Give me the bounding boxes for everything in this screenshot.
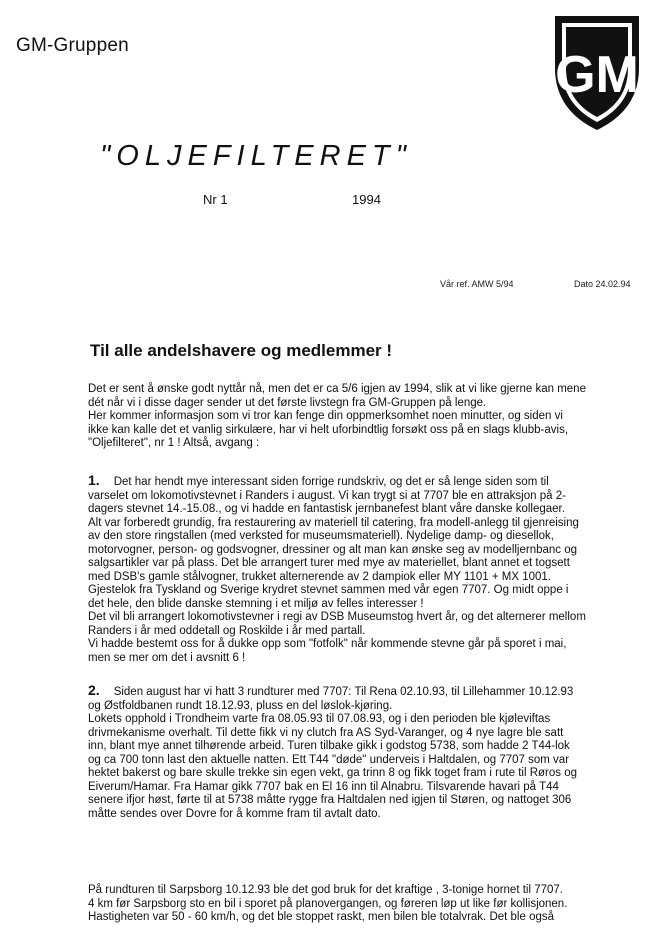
section-1-line: men se mer om det i avsnitt 6 ! — [88, 651, 246, 664]
section-2-line: drivmekanisme overhalt. Til dette fikk vi ny clutch fra AS Syd-Varanger, og 4 nye lagre ble satt — [88, 726, 564, 739]
section-3 — [88, 884, 648, 925]
newsletter-title: "OLJEFILTERET" — [100, 140, 412, 172]
section-2-line: senere ifjor høst, førte til at 5738 måtte rygge fra Haltdalen ned igjen til Støren, og nattoget 306 — [88, 794, 572, 806]
section-2-number: 2. — [88, 682, 100, 698]
section-1-line: Vi hadde bestemt oss for å dukke opp som "fotfolk" når kommende stevne går på sporet i mai, — [88, 638, 567, 650]
section-1-first-text: Det har hendt mye interessant siden forrige rundskriv, og det er så lenge siden som til — [113, 476, 549, 488]
section-2 — [88, 684, 648, 821]
intro-paragraph — [88, 383, 648, 451]
section-1 — [88, 474, 648, 665]
intro-line: ikke kan kalle det et vanlig sirkulære, har vi helt uforbindtlig forsøkt oss på en slags klubb-avis, — [88, 423, 569, 436]
section-1-line: Alt var forberedt grundig, fra restaurering av materiell til catering, fra modell-anlegg til gjenreising — [88, 516, 579, 529]
reference: Vår ref. AMW 5/94 — [440, 279, 514, 289]
section-1-line: salgsartikler var på plass. Det ble arrangert turer med mye av materiellet, blant annet et togsett — [88, 557, 570, 569]
section-2-first-line — [88, 684, 648, 700]
section-2-line: og ca 700 tonn last den aktuelle natten. Ett T44 "døde" underveis i Haltdalen, og 7707 som var — [88, 753, 570, 766]
issue-number: Nr 1 — [203, 192, 228, 207]
logo-letters: GM — [555, 46, 639, 104]
organization-name: GM-Gruppen — [16, 35, 129, 56]
section-2-line: Lokets opphold i Trondheim varte fra 08.05.93 til 07.08.93, og i den perioden ble kjøleviftas — [88, 713, 551, 725]
section-2-line: inn, blant mye annet tilhørende arbeid. Turen tilbake gikk i godstog 5738, som hadde 2 T44-lok — [88, 740, 570, 752]
section-1-line: dagers stevnet 14.-15.08., og vi hadde en fantastisk jernbanefest blant våre danske kollegaer. — [88, 503, 565, 515]
section-1-line: Det vil bli arrangert lokomotivstevner i regi av DSB Museumstog hvert år, og det alternerer mellom — [88, 611, 586, 623]
section-2-line: måtte sendes over Dovre for å komme fram til avtalt dato. — [88, 807, 381, 820]
section-2-line: Eiverum/Hamar. Fra Hamar gikk 7707 bak en El 16 inn til Alnabru. Tilsvarende havari på T44 — [88, 780, 559, 793]
section-3-line: På rundturen til Sarpsborg 10.12.93 ble det god bruk for det kraftige , 3-tonige hornet til 7707. — [88, 884, 563, 896]
section-1-line: motorvogner, person- og godsvogner, dressiner og alt man kan ønske seg av modelljernbanc og — [88, 543, 578, 556]
intro-line: Her kommer informasjon som vi tror kan fenge din oppmerksomhet noen minutter, og siden vi — [88, 410, 563, 422]
section-1-line: Gjestelok fra Tyskland og Sverige krydret stevnet sammen med vår egen 7707. Og midt oppe i — [88, 584, 569, 596]
section-1-first-line — [88, 474, 648, 490]
issue-year: 1994 — [352, 192, 381, 207]
gm-logo — [551, 12, 643, 134]
section-2-first-text: Siden august har vi hatt 3 rundturer med 7707: Til Rena 02.10.93, til Lillehammer 10.12.93 — [113, 686, 574, 698]
section-3-line: Hastigheten var 50 - 60 km/h, og det ble stoppet raskt, men bilen ble totalvrak. Det ble også — [88, 911, 555, 923]
section-2-line: hektet bakerst og bare skulle trekke sin egen vekt, ga trinn 8 og fikk toget fram i rute til Røros og — [88, 767, 577, 779]
section-3-line: 4 km før Sarpsborg sto en bil i sporet på planovergangen, og føreren løp ut like før kollisjonen. — [88, 897, 568, 910]
section-1-number: 1. — [88, 472, 100, 488]
section-1-line: av den store ringstallen (med verksted for museumsmateriell). Nydelige damp- og diesellok, — [88, 530, 554, 542]
section-1-line: med DSB's gamle stålvogner, trukket alternerende av 2 dampiok eller MY 1101 + MX 1001. — [88, 570, 551, 583]
intro-line: dét når vi i disse dager sender ut det første livstegn fra GM-Gruppen på lenge. — [88, 396, 487, 409]
section-2-line: og Østfoldbanen rundt 18.12.93, pluss en del løslok-kjøring. — [88, 699, 393, 712]
intro-line: "Oljefilteret", nr 1 ! Altså, avgang : — [88, 437, 260, 449]
section-1-line: varselet om lokomotivstevnet i Randers i august. Vi kan trygt si at 7707 ble en attraksjon på 2- — [88, 489, 566, 502]
section-1-line: det hele, den blide danske stemning i et miljø av felles interesser ! — [88, 597, 424, 610]
intro-line: Det er sent å ønske godt nyttår nå, men det er ca 5/6 igjen av 1994, slik at vi like gjerne kan mene — [88, 383, 586, 395]
greeting-heading: Til alle andelshavere og medlemmer ! — [90, 341, 393, 360]
date: Dato 24.02.94 — [574, 279, 631, 289]
section-1-line: Randers i år med oddetall og Roskilde i år med partall. — [88, 624, 366, 637]
